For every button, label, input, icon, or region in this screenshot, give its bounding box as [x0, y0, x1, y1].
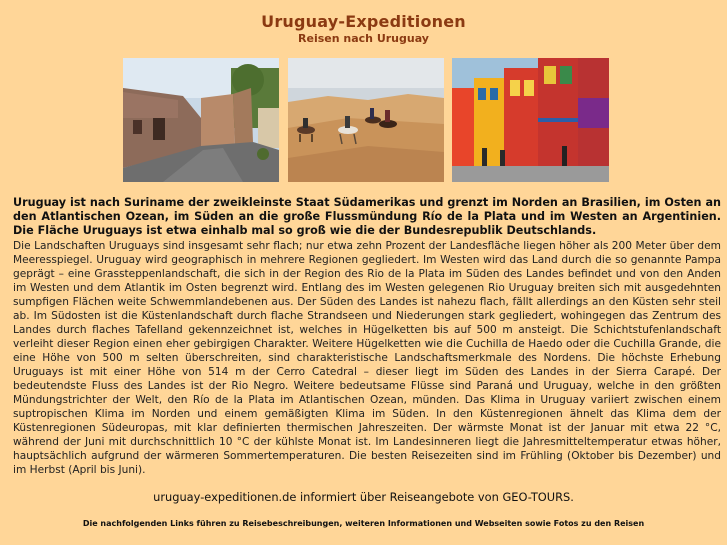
intro-paragraph: Uruguay ist nach Suriname der zweikleinste Staat Südamerikas und grenzt im Norden an Brasilien, im Osten an den Atlantischen Ozean, im Süden an die große Flussmündung Río de la Plata und im Westen an Argentinien. Die Fläche Uruguays ist etwa einhalb mal so groß wie die der Bundesrepublik Deutschlands.	[13, 196, 721, 237]
page-title: Uruguay-Expeditionen	[261, 12, 466, 31]
promo-text: uruguay-expeditionen.de informiert über Reiseangebote von GEO-TOURS.	[153, 490, 574, 504]
page-subtitle: Reisen nach Uruguay	[298, 32, 429, 45]
photo-strip	[0, 58, 727, 182]
body-paragraph: Die Landschaften Uruguays sind insgesamt sehr flach; nur etwa zehn Prozent der Landesfläche liegen höher als 200 Meter über dem Meeresspiegel. Uruguay wird geographisch in mehrere Regionen gegliedert. Im Westen wird das Land durch die so genannte Pampa geprägt – eine Grassteppenlandschaft, die sich in der Region des Rio de la Plata im Süden des Landes befindet und von den Anden im Westen und dem Atlantik im Osten begrenzt wird. Entlang des im Westen gelegenen Rio Uruguay breiten sich mit ausgedehnten sumpfigen Flächen weite Schwemmlandebenen aus. Der Süden des Landes ist nahezu flach, fällt allerdings an den Küsten sehr steil ab. Im Südosten ist die Küstenlandschaft durch flache Strandseen und Niederungen stark gegliedert, wohingegen das Zentrum des Landes durch flaches Tafelland gekennzeichnet ist, welches in Hügelketten bis auf 500 m ansteigt. Die Schichtstufenlandschaft verleiht dieser Region einen eher gebirgigen Charakter. Weitere Hügelketten wie die Cuchilla de Haedo oder die Cuchilla Grande, die eine Höhe von 500 m selten überschreiten, sind charakteristische Landschaftsmerkmale des Nordens. Die höchste Erhebung Uruguays ist mit einer Höhe von 514 m der Cerro Catedral – dieser liegt im Süden des Landes in der Sierra Carapé. Der bedeutendste Fluss des Landes ist der Rio Negro. Weitere bedeutsame Flüsse sind Paraná und Uruguay, welche in den größten Mündungstrichter der Welt, den Río de la Plata im Atlantischen Ozean, münden. Das Klima in Uruguay variiert zwischen einem suptropischen Klima im Norden und einem gemäßigten Klima im Süden. In den Küstenregionen ähnelt das Klima dem der Küstenregionen Südeuropas, mit klar definierten thermischen Jahreszeiten. Der wärmste Monat ist der Januar mit etwa 22 °C, während der Juni mit durchschnittlich 10 °C der kühlste Monat ist. Im Landesinneren liegt die Jahresmitteltemperatur etwas höher, hauptsächlich aufgrund der wärmeren Sommertemperaturen. Die besten Reisezeiten sind im Frühling (Oktober bis Dezember) und im Herbst (April bis Juni).	[13, 240, 721, 476]
colorful-houses-photo	[452, 58, 609, 182]
cobblestone-street-photo	[123, 58, 279, 182]
links-note: Die nachfolgenden Links führen zu Reisebeschreibungen, weiteren Informationen und Webseiten sowie Fotos zu den Reisen	[82, 519, 645, 528]
horse-riders-dunes-photo	[288, 58, 444, 182]
